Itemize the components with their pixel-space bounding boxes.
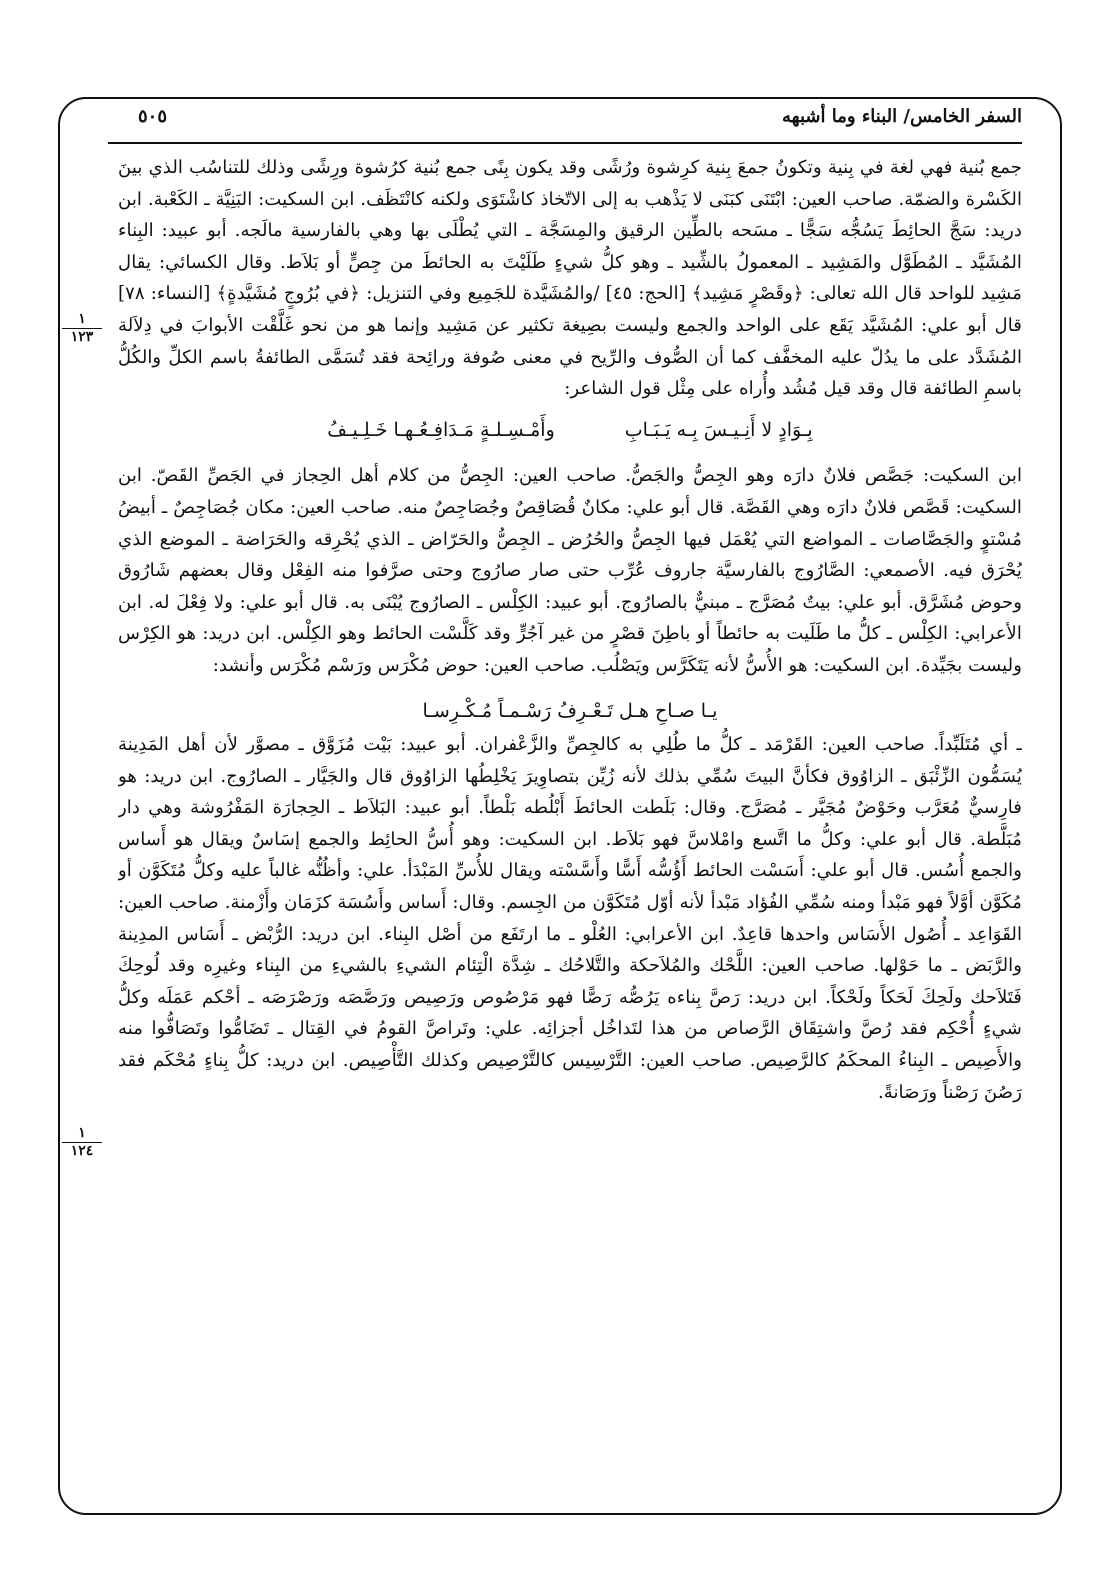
paragraph: جمع بُنية فهي لغة في بِنية وتكونُ جمعَ بِنية كرِشوة ورُشًى وقد يكون بِنًى جمع بُنية كرُشوة ورِشًى وذلك للتناسُب الذي بينَ الكَسْرة والضمّة. صاحب العين: ابْتَنَى كبَنَى لا يَذْهب به إلى الاتّخاذ كاشْتَوَى ولكنه كانْتَظَف. ابن السكيت: البَنِيَّة ـ الكَعْبة. ابن دريد: سَجَّ الحائِطَ يَسُجُّه سَجًّا ـ مسَحه بالطِّين الرقيق والمِسَجَّة ـ التي يُطْلَى بها وهي بالفارسية مالَجه. أبو عبيد: البِناء المُشَيَّد ـ المُطَوَّل والمَشِيد ـ المعمولُ بالشِّيد ـ وهو كلُّ شيءٍ طَلَيْتَ به الحائطَ من جِصٍّ أو بَلاَط. وقال الكسائي: يقال مَشِيد للواحد قال الله تعالى: ﴿وقَصْرٍ مَشِيد﴾ [الحج: ٤٥] /والمُشَيَّدة للجَمِيع وفي التنزيل: ﴿في بُرُوجٍ مُشَيَّدةٍ﴾ [النساء: ٧٨] قال أبو علي: المُشَيَّد يَقَع على الواحد والجمع وليست بصِيغة تكثير عن مَشِيد وإنما هو من نحو غَلَّقْت الأبوابَ في دِلاَلة المُشَدَّد على ما يدُلّ عليه المخفَّف كما أن الصُّوف والرِّيح في معنى صُوفة ورائِحة فقد تُسَمَّى الطائفةُ باسم الكلِّ والكُلُّ باسمِ الطائفة قال وقد قيل مُشُد وأُراه على مِثْل قول الشاعر: xyxy=(118,157,1022,400)
folio-numerator: ١ xyxy=(62,1127,102,1143)
manuscript-folio-note xyxy=(62,1127,102,1158)
folio-numerator: ١ xyxy=(62,313,102,329)
page-header xyxy=(108,104,1022,144)
paragraph: ابن السكيت: جَصَّص فلانٌ دارَه وهو الجِصُّ والجَصُّ. صاحب العين: الجِصُّ من كلام أهل الحِجاز في الجَصِّ القَصّ. ابن السكيت: قَصَّص فلانٌ دارَه وهي القَصَّة. قال أبو علي: مكانٌ قُصَاقِصٌ وجُصَاجِصٌ منه. صاحب العين: مكان جُصَاجِصٌ ـ أبيضُ مُسْتوٍ والجَصَّاصات ـ المواضع التي يُعْمَل فيها الجِصُّ والحُرُض ـ الجِصُّ والحَرّاض ـ الذي يُحْرِقه والحَرَاضة ـ الموضع الذي يُحْرَق فيه. الأصمعي: الصَّارُوج بالفارسيَّة جاروف عُرِّب حتى صار صارُوج وحتى صرَّفوا منه الفِعْل وقال بعضهم شَارُوق وحوض مُشَرَّق. أبو علي: بيتٌ مُصَرَّج ـ مبنيٌّ بالصارُوج. أبو عبيد: الكِلْس ـ الصارُوج يُبْنَى به. قال أبو علي: ولا فِعْلَ له. ابن الأعرابي: الكِلْس ـ كلُّ ما طَلَيت به حائطاً أو باطِنَ قصْرٍ من غير آجُرٍّ وقد كَلَّسْت الحائط وهو الكِلْس. ابن دريد: هو الكِرْس وليست بجَيِّدة. ابن السكيت: هو الأُسُّ لأنه يَتَكَرَّس ويَصْلُب. صاحب العين: حوض مُكْرَس ورَسْم مُكْرَس وأنشد: xyxy=(118,465,1022,676)
main-text xyxy=(118,152,1022,1478)
verse-line: يـا صـاحِ هـل تَـعْـرِفُ رَسْـمـاً مُـكْـرِسـا xyxy=(422,699,718,722)
verse-hemistich: وأَمْـسِـلـةٍ مَـدَافِـعُـهـا خَـلِـيـفُ xyxy=(327,418,555,441)
folio-denominator: ١٢٣ xyxy=(70,329,94,345)
page-number: ٥٠٥ xyxy=(138,106,168,127)
poetry-verse xyxy=(118,415,1022,447)
running-head: السفر الخامس/ البناء وما أشبهه xyxy=(782,106,1022,127)
verse-hemistich: بِـوَادٍ لا أَنِـيـسَ بِـه يَـبَـابِ xyxy=(624,418,813,441)
manuscript-folio-note xyxy=(62,313,102,344)
poetry-verse xyxy=(118,696,1022,728)
paragraph: ـ أي مُتَلَبِّداً. صاحب العين: القَرْمَد ـ كلُّ ما طُلِي به كالجِصِّ والزَّعْفران. أبو عبيد: بَيْت مُزَوَّق ـ مصوَّر لأن أهل المَدِينة يُسَمُّون الزِّئْبَق ـ الزاوُوق فكأنَّ البيتَ سُمِّي بذلك لأنه زُيِّن بتصاوِيرَ يَخْلِطُها الزاوُوق قال والجَيَّار ـ الصارُوج. ابن دريد: هو فارِسيٌّ مُعَرَّب وحَوْضٌ مُجَيَّر ـ مُصَرَّج. وقال: بَلَطت الحائطَ أَبْلُطه بَلْطاً. أبو عبيد: البَلاَط ـ الحِجارَة المَفْرُوشة وهي دار مُبَلَّطة. قال أبو علي: وكلُّ ما اتَّسع وامْلاسَّ فهو بَلاَط. ابن السكيت: وهو أُسُّ الحائِط والجمع إسَاسٌ ويقال هو أَساس والجمع أُسُس. قال أبو علي: أَسَسْت الحائط أَؤُسُّه أَسًّا وأَسَّسْته ويقال للأُسِّ المَبْدَأ. علي: وأظُنُّه غالباً عليه وكلُّ مُتَكَوَّن أو مُكَوَّن أوَّلاً فهو مَبْدأ ومنه سُمِّي الفُؤاد مَبْدأ لأنه أوّل مُتَكَوَّن من الجِسم. وقال: أَساس وأَسُسَة كزَمَان وأَزْمنة. صاحب العين: القَوَاعِد ـ أُصُول الأَسَاس واحدها قاعِدٌ. ابن الأعرابي: العُلْو ـ ما ارتَفَع من أصْل البِناء. ابن دريد: الرُّبْض ـ أَسَاس المدِينة والرَّبَض ـ ما حَوْلها. صاحب العين: اللَّحْك والمُلاَحكة والتَّلاحُك ـ شِدَّة الْتِئام الشيءِ بالشيءِ من البِناء وغيرِه وقد لُوحِكَ فَتَلاَحك ولَحِكَ لَحَكاً ولَحْكاً. ابن دريد: رَصَّ بِناءه يَرُصُّه رَصًّا فهو مَرْصُوص ورَصِيص ورَصَّصَه ورَصْرَصَه ـ أحْكم عَمَلَه وكلُّ شيءٍ أُحْكِم فقد رُصَّ واشتِقَاق الرَّصاص من هذا لتَداخُل أجزائِه. علي: وتَراصَّ القومُ في القِتال ـ تَضَامُّوا وتَصَافُّوا منه والأَصِيص ـ البِناءُ المحكَمُ كالرَّصِيص. صاحب العين: التَّرْسِيس كالتَّرْصِيص وكذلك التَّأْصِيص. ابن دريد: كلُّ بِناءٍ مُحْكَم فقد رَصُنَ رَصْناً ورَصَانةً. xyxy=(118,734,1022,1103)
folio-denominator: ١٢٤ xyxy=(70,1143,94,1159)
